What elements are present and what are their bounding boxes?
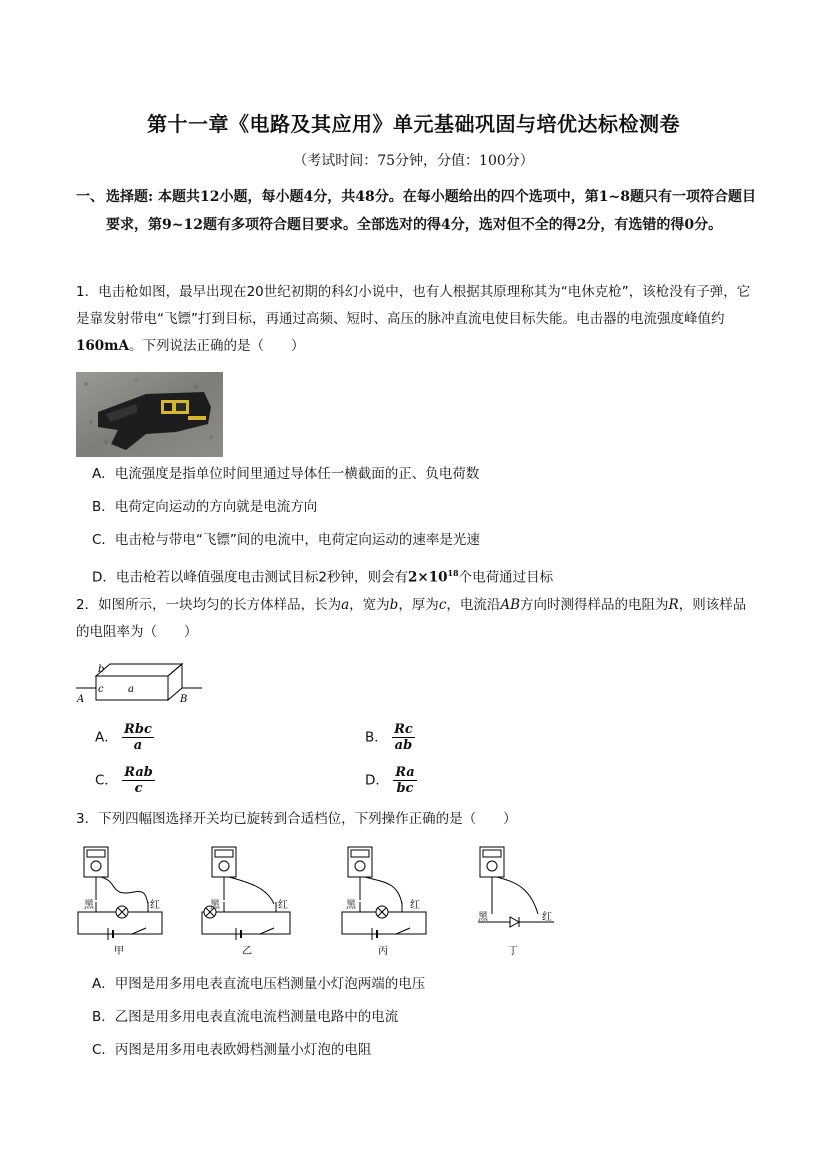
q1-option-b: B．电荷定向运动的方向就是电流方向 [92, 499, 318, 515]
cuboid-diagram [74, 660, 204, 708]
multimeter-diagrams [74, 842, 574, 957]
circuit-yi [202, 847, 290, 957]
circuit-jia [78, 847, 162, 957]
question-2-stem: 2．如图所示，一块均匀的长方体样品，长为a，宽为b，厚为c，电流沿AB方向时测得样品的电阻为R，则该样品的电阻率为（ ） [76, 597, 747, 640]
svg-text:黑: 黑 [478, 912, 488, 923]
circuit-bing [342, 847, 426, 957]
exam-info: （考试时间：75分钟，分值：100分） [293, 153, 534, 169]
q3-option-b: B．乙图是用多用电表直流电流档测量电路中的电流 [92, 1009, 399, 1025]
q3-option-a: A．甲图是用多用电表直流电压档测量小灯泡两端的电压 [92, 976, 426, 992]
q1-option-c: C．电击枪与带电“飞镖”间的电流中，电荷定向运动的速率是光速 [92, 532, 480, 548]
svg-text:红: 红 [150, 900, 160, 911]
q2-option-b: B． $\frac{Rc}{ab}$ [365, 722, 413, 753]
svg-text:红: 红 [542, 912, 552, 923]
q1-option-a: A．电流强度是指单位时间里通过导体任一横截面的正、负电荷数 [92, 466, 480, 482]
section-header [76, 183, 756, 239]
label-b: b [98, 664, 105, 675]
label-bing: 丙 [378, 946, 388, 957]
label-ding: 丁 [508, 946, 518, 957]
q2-option-a: A． $\frac{\text{Rbc}}{a}$ [95, 722, 152, 753]
label-jia: 甲 [114, 946, 124, 957]
q2-option-c: C． $\frac{\text{Rab}}{c}$ [95, 765, 153, 796]
label-B: B [180, 694, 188, 705]
section-label: 一、 [76, 189, 104, 205]
page-title: 第十一章《电路及其应用》单元基础巩固与培优达标检测卷 [147, 112, 680, 136]
label-c: c [98, 684, 104, 695]
question-1-stem: 1．电击枪如图，最早出现在20世纪初期的科幻小说中，也有人根据其原理称其为“电休克枪”，该枪没有子弹，它是靠发射带电“飞镖”打到目标，再通过高频、短时、高压的脉冲直流电使目标失能。电击器的电流强度峰值约160mA。下列说法正确的是（ ） [76, 284, 751, 354]
svg-text:黑: 黑 [210, 900, 220, 911]
svg-text:黑: 黑 [84, 900, 94, 911]
label-a: a [128, 684, 134, 695]
section-instructions: 选择题: 本题共12小题，每小题4分，共48分。在每小题给出的四个选项中，第1~8题只有一项符合题目要求，第9~12题有多项符合题目要求。全部选对的得4分，选对但不全的得2分，有选错的得0分。 [106, 189, 756, 233]
label-A: A [77, 694, 85, 705]
svg-text:黑: 黑 [346, 900, 356, 911]
svg-text:红: 红 [278, 900, 288, 911]
stun-gun-photo [76, 372, 223, 457]
q2-option-d: D． $\frac{Ra}{bc}$ [365, 765, 415, 796]
q1-option-d: D．电击枪若以峰值强度电击测试目标2秒钟，则会有$2\times 10^{18}$个电荷通过目标 [92, 568, 554, 586]
svg-text:红: 红 [410, 900, 420, 911]
question-3-stem: 3．下列四幅图选择开关均已旋转到合适档位，下列操作正确的是（ ） [76, 811, 517, 827]
label-yi: 乙 [242, 946, 252, 957]
circuit-ding [478, 847, 554, 957]
q3-option-c: C．丙图是用多用电表欧姆档测量小灯泡的电阻 [92, 1042, 372, 1058]
